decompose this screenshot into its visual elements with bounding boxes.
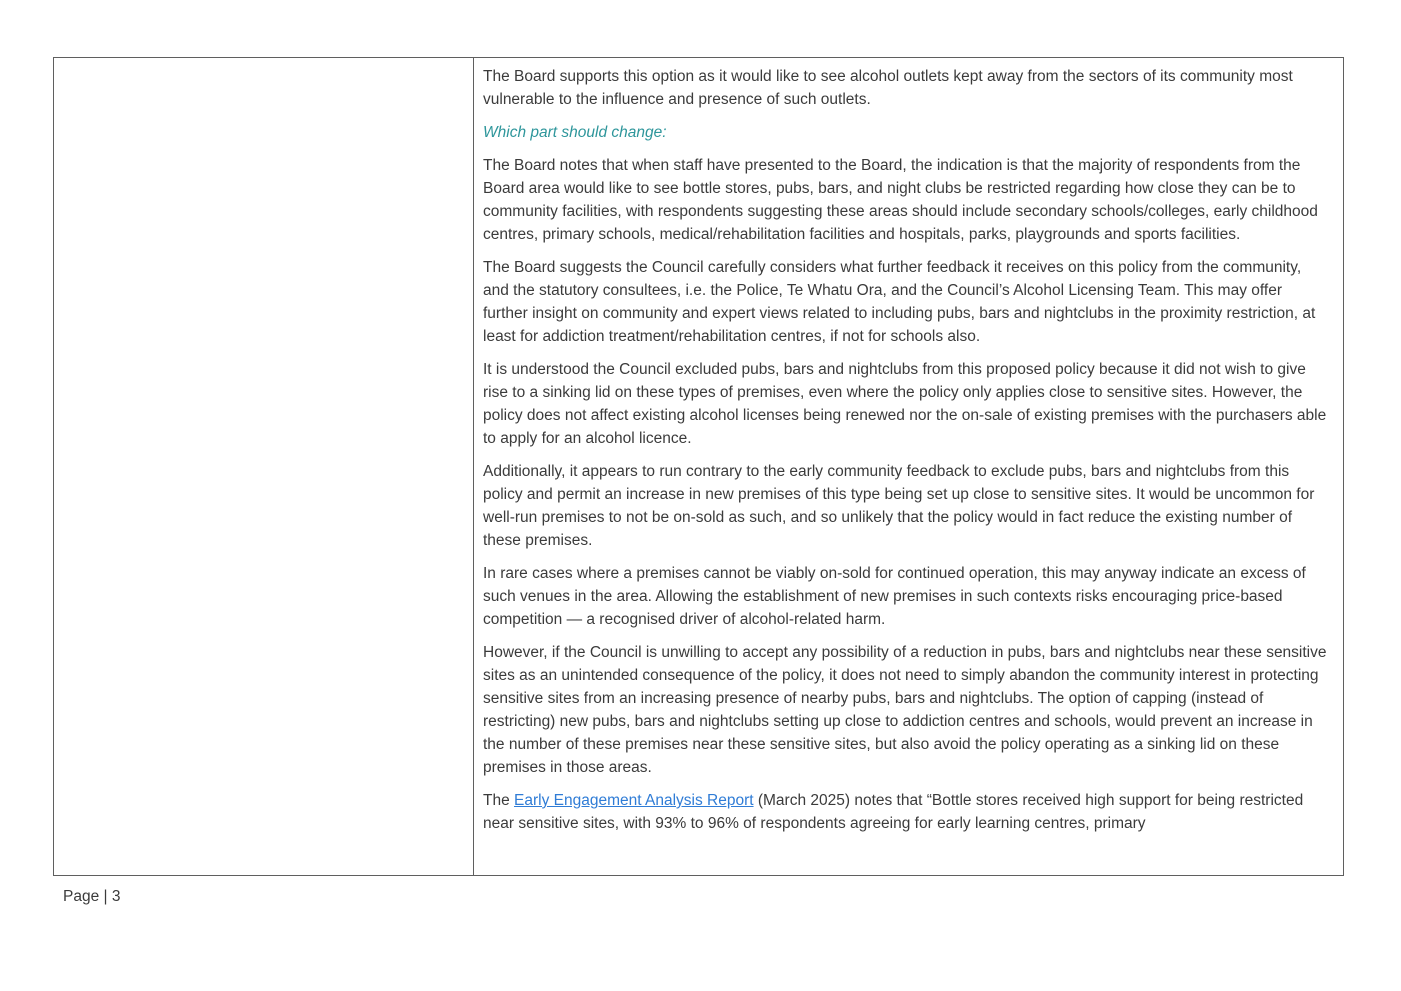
table-cell-empty (54, 58, 474, 875)
paragraph-early-engagement (483, 789, 1329, 835)
paragraph-board-suggests: The Board suggests the Council carefully considers what further feedback it receives on this policy from the community, and the statutory consultees, i.e. the Police, Te Whatu Ora, and the Council’s Alcohol Licensing Team. This may offer further insight on community and expert views related to including pubs, bars and nightclubs in the proximity restriction, at least for addiction treatment/rehabilitation centres, if not for schools also. (483, 259, 1316, 345)
early-engagement-analysis-report-link[interactable]: Early Engagement Analysis Report (514, 792, 754, 809)
paragraph-rare-cases: In rare cases where a premises cannot be viably on-sold for continued operation, this may anyway indicate an excess of such venues in the area. Allowing the establishment of new premises in such contexts risks encouraging price-based competition — a recognised driver of alcohol-related harm. (483, 565, 1306, 628)
table-cell-content (474, 58, 1343, 875)
link-suffix-text: (March 2025) notes that “Bottle stores received high support for being restricted near sensitive sites, with 93% to 96% of respondents agreeing for early learning centres, primary (483, 792, 1304, 832)
section-subheading-which-part-should-change: Which part should change: (483, 124, 667, 141)
link-prefix-text: The (483, 792, 515, 809)
paragraph-additionally: Additionally, it appears to run contrary to the early community feedback to exclude pubs, bars and nightclubs from this policy and permit an increase in new premises of this type being set up close to sensitive sites. It would be uncommon for well-run premises to not be on-sold as such, and so unlikely that the policy would in fact reduce the existing number of these premises. (483, 463, 1315, 549)
paragraph-however-capping: However, if the Council is unwilling to accept any possibility of a reduction in pubs, bars and nightclubs near these sensitive sites as an unintended consequence of the policy, it does not need to simply abandon the community interest in protecting sensitive sites from an increasing presence of nearby pubs, bars and nightclubs. The option of capping (instead of restricting) new pubs, bars and nightclubs setting up close to addiction centres and schools, would prevent an increase in the number of these premises near these sensitive sites, but also avoid the policy operating as a sinking lid on these premises in those areas. (483, 644, 1327, 776)
submission-table (53, 57, 1344, 876)
paragraph-board-supports: The Board supports this option as it would like to see alcohol outlets kept away from the sectors of its community most vulnerable to the influence and presence of such outlets. (483, 68, 1293, 108)
paragraph-council-excluded: It is understood the Council excluded pubs, bars and nightclubs from this proposed policy because it did not wish to give rise to a sinking lid on these types of premises, even where the policy only applies close to sensitive sites. However, the policy does not affect existing alcohol licenses being renewed nor the on-sale of existing premises with the purchasers able to apply for an alcohol licence. (483, 361, 1327, 447)
paragraph-board-notes: The Board notes that when staff have presented to the Board, the indication is that the majority of respondents from the Board area would like to see bottle stores, pubs, bars, and night clubs be restricted regarding how close they can be to community facilities, with respondents suggesting these areas should include secondary schools/colleges, early childhood centres, primary schools, medical/rehabilitation facilities and hospitals, parks, playgrounds and sports facilities. (483, 157, 1318, 243)
page-number: Page | 3 (63, 888, 121, 905)
